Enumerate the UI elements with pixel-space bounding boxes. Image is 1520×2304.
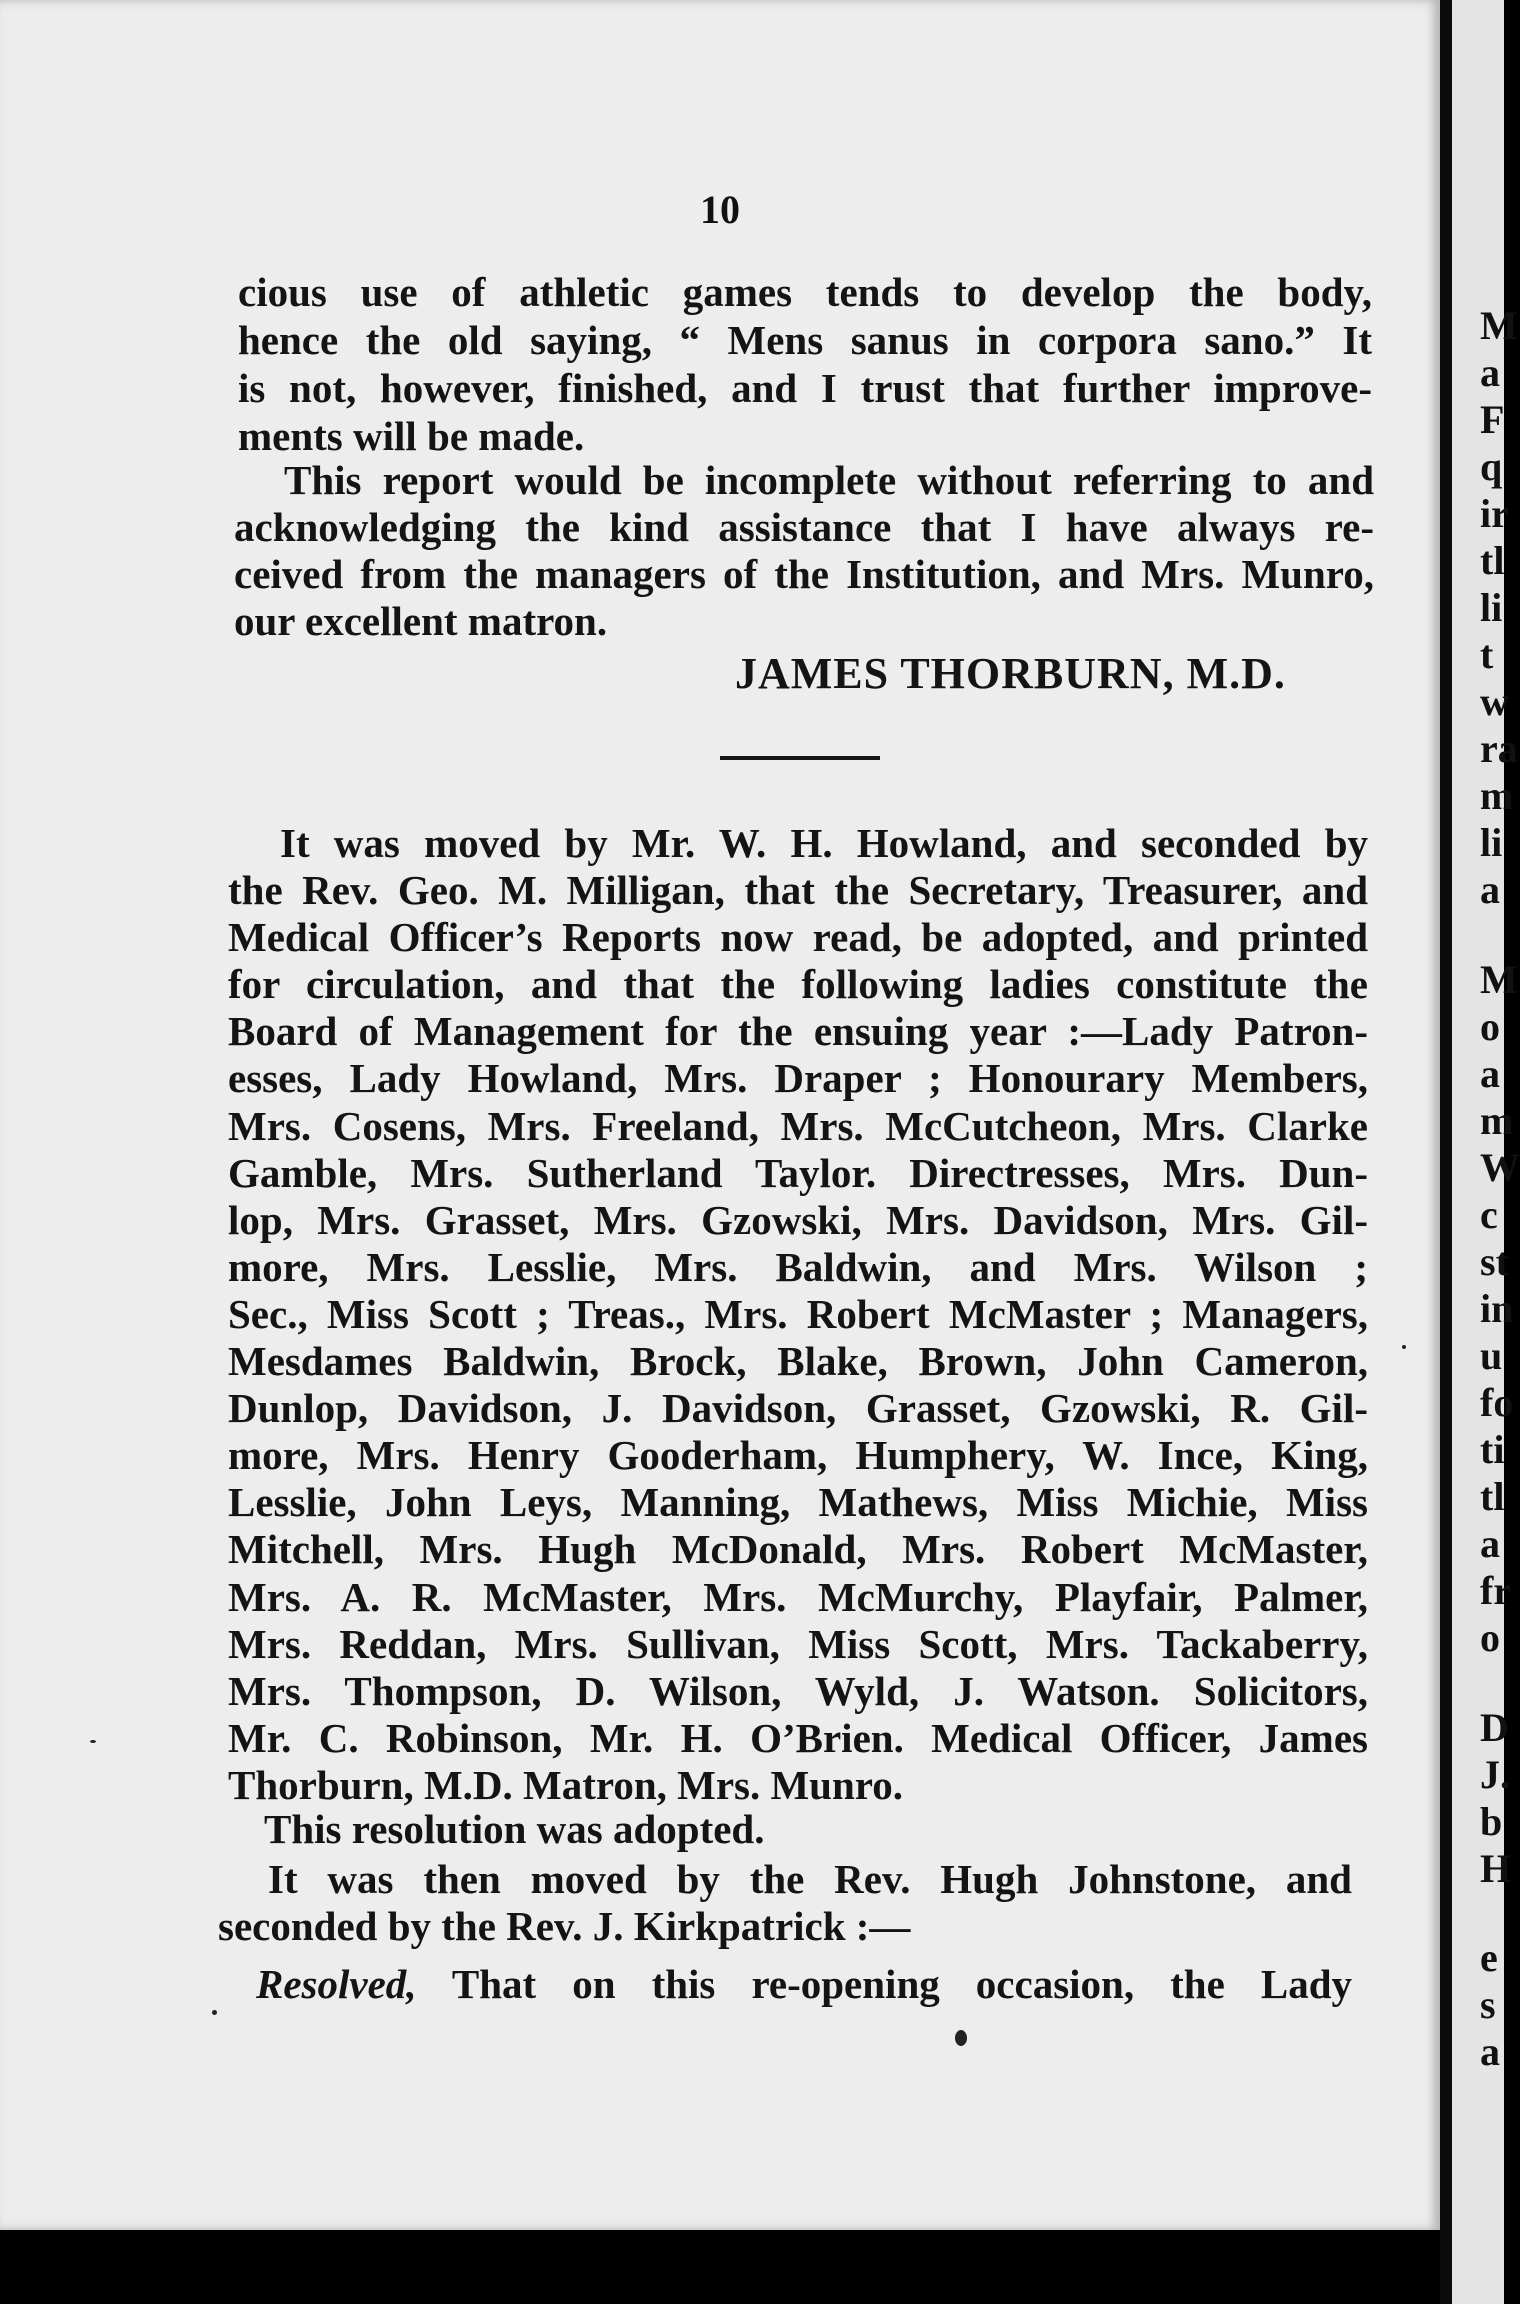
fragment: in — [1480, 1286, 1514, 1331]
text-line: Dunlop, Davidson, J. Davidson, Grasset, Gzowski, R. Gil- — [228, 1385, 1368, 1432]
text-line: Board of Management for the ensuing year :—Lady Patron- — [228, 1008, 1368, 1055]
text-line: more, Mrs. Lesslie, Mrs. Baldwin, and Mrs. Wilson ; — [228, 1243, 1368, 1290]
fragment: o — [1480, 1615, 1500, 1660]
text-line: Medical Officer’s Reports now read, be adopted, and printed — [228, 914, 1368, 961]
text-line: esses, Lady Howland, Mrs. Draper ; Honourary Members, — [228, 1055, 1368, 1102]
ink-speck — [1402, 1345, 1406, 1349]
text-line: This report would be incomplete without referring to and — [284, 457, 1374, 503]
adjacent-page-edge — [1452, 0, 1520, 2304]
text-line: seconded by the Rev. J. Kirkpatrick :— — [218, 1903, 911, 1949]
fragment: w — [1480, 679, 1509, 724]
text-line: Lesslie, John Leys, Manning, Mathews, Miss Michie, Miss — [228, 1479, 1368, 1526]
text-line: Mesdames Baldwin, Brock, Blake, Brown, John Cameron, — [228, 1338, 1368, 1385]
fragment: fr — [1480, 1568, 1512, 1613]
text-line — [256, 1960, 1352, 2008]
text-line: Mrs. Thompson, D. Wilson, Wyld, J. Watson. Solicitors, — [228, 1667, 1368, 1714]
fragment: tl — [1480, 1474, 1505, 1519]
page-number: 10 — [700, 187, 740, 232]
fragment: m — [1480, 1098, 1514, 1143]
fragment: c — [1480, 1192, 1498, 1237]
paragraph-resolved — [256, 1960, 1352, 2008]
section-divider — [720, 756, 880, 760]
resolved-text: That on this re-opening occasion, the Lady — [451, 1961, 1353, 2007]
ink-speck — [212, 2010, 217, 2015]
fragment: M — [1480, 303, 1518, 348]
text-line: more, Mrs. Henry Gooderham, Humphery, W. Ince, King, — [228, 1432, 1368, 1479]
fragment: ra — [1480, 726, 1518, 771]
fragment: D — [1480, 1705, 1509, 1750]
fragment: q — [1480, 444, 1503, 489]
text-line: hence the old saying, “ Mens sanus in corpora sano.” It — [238, 317, 1372, 363]
paragraph-athletic-games — [238, 268, 1372, 460]
ink-speck — [955, 2030, 967, 2046]
text-line: It was moved by Mr. W. H. Howland, and seconded by — [280, 820, 1368, 866]
fragment: m — [1480, 773, 1514, 818]
fragment: a — [1480, 350, 1500, 395]
resolved-italic: Resolved, — [256, 1961, 417, 2007]
paragraph-resolution-adopted — [264, 1805, 1164, 1853]
fragment: H — [1480, 1846, 1512, 1891]
paragraph-board-of-management — [228, 820, 1368, 1809]
text-line: This resolution was adopted. — [264, 1806, 765, 1852]
ink-speck — [90, 1740, 96, 1743]
fragment: a — [1480, 1051, 1500, 1096]
fragment: J. — [1480, 1752, 1510, 1797]
fragment: M — [1480, 957, 1518, 1002]
text-line: Mr. C. Robinson, Mr. H. O’Brien. Medical Officer, James — [228, 1714, 1368, 1761]
text-line: Gamble, Mrs. Sutherland Taylor. Directresses, Mrs. Dun- — [228, 1149, 1368, 1196]
text-line: Thorburn, M.D. Matron, Mrs. Munro. — [228, 1761, 903, 1808]
scan-border — [0, 2230, 1440, 2304]
fragment: li — [1480, 820, 1503, 865]
fragment: F — [1480, 397, 1505, 442]
fragment: u — [1480, 1333, 1503, 1378]
text-line: lop, Mrs. Grasset, Mrs. Gzowski, Mrs. Davidson, Mrs. Gil- — [228, 1196, 1368, 1243]
paragraph-second-motion — [218, 1856, 1352, 1950]
fragment: ti — [1480, 1427, 1505, 1472]
report-signature: JAMES THORBURN, M.D. — [735, 649, 1286, 698]
fragment: s — [1480, 1982, 1496, 2027]
text-line: ments will be made. — [238, 413, 585, 459]
text-line: the Rev. Geo. M. Milligan, that the Secretary, Treasurer, and — [228, 867, 1368, 914]
fragment: e — [1480, 1935, 1498, 1980]
text-line: acknowledging the kind assistance that I have always re- — [234, 504, 1374, 550]
text-line: Mitchell, Mrs. Hugh McDonald, Mrs. Robert McMaster, — [228, 1526, 1368, 1573]
fragment: a — [1480, 2029, 1500, 2074]
text-line: Sec., Miss Scott ; Treas., Mrs. Robert McMaster ; Managers, — [228, 1290, 1368, 1337]
text-line: our excellent matron. — [234, 598, 608, 644]
text-line: Mrs. A. R. McMaster, Mrs. McMurchy, Playfair, Palmer, — [228, 1573, 1368, 1620]
fragment: ir — [1480, 491, 1509, 536]
fragment: b — [1480, 1799, 1503, 1844]
fragment: st — [1480, 1239, 1509, 1284]
page-gutter — [1440, 0, 1452, 2304]
text-line: Mrs. Reddan, Mrs. Sullivan, Miss Scott, Mrs. Tackaberry, — [228, 1620, 1368, 1667]
fragment: a — [1480, 867, 1500, 912]
fragment: li — [1480, 585, 1503, 630]
text-line: for circulation, and that the following ladies constitute the — [228, 961, 1368, 1008]
text-line: cious use of athletic games tends to develop the body, — [238, 269, 1372, 315]
text-line: is not, however, finished, and I trust that further improve- — [238, 365, 1372, 411]
text-line: It was then moved by the Rev. Hugh Johnstone, and — [268, 1856, 1352, 1902]
text-line: Mrs. Cosens, Mrs. Freeland, Mrs. McCutcheon, Mrs. Clarke — [228, 1102, 1368, 1149]
fragment: a — [1480, 1521, 1500, 1566]
fragment: fo — [1480, 1380, 1514, 1425]
fragment: o — [1480, 1004, 1500, 1049]
fragment: W — [1480, 1145, 1520, 1190]
fragment: tl — [1480, 538, 1505, 583]
fragment: t — [1480, 632, 1494, 677]
paragraph-acknowledgement — [234, 457, 1374, 645]
text-line: ceived from the managers of the Institution, and Mrs. Munro, — [234, 551, 1374, 597]
